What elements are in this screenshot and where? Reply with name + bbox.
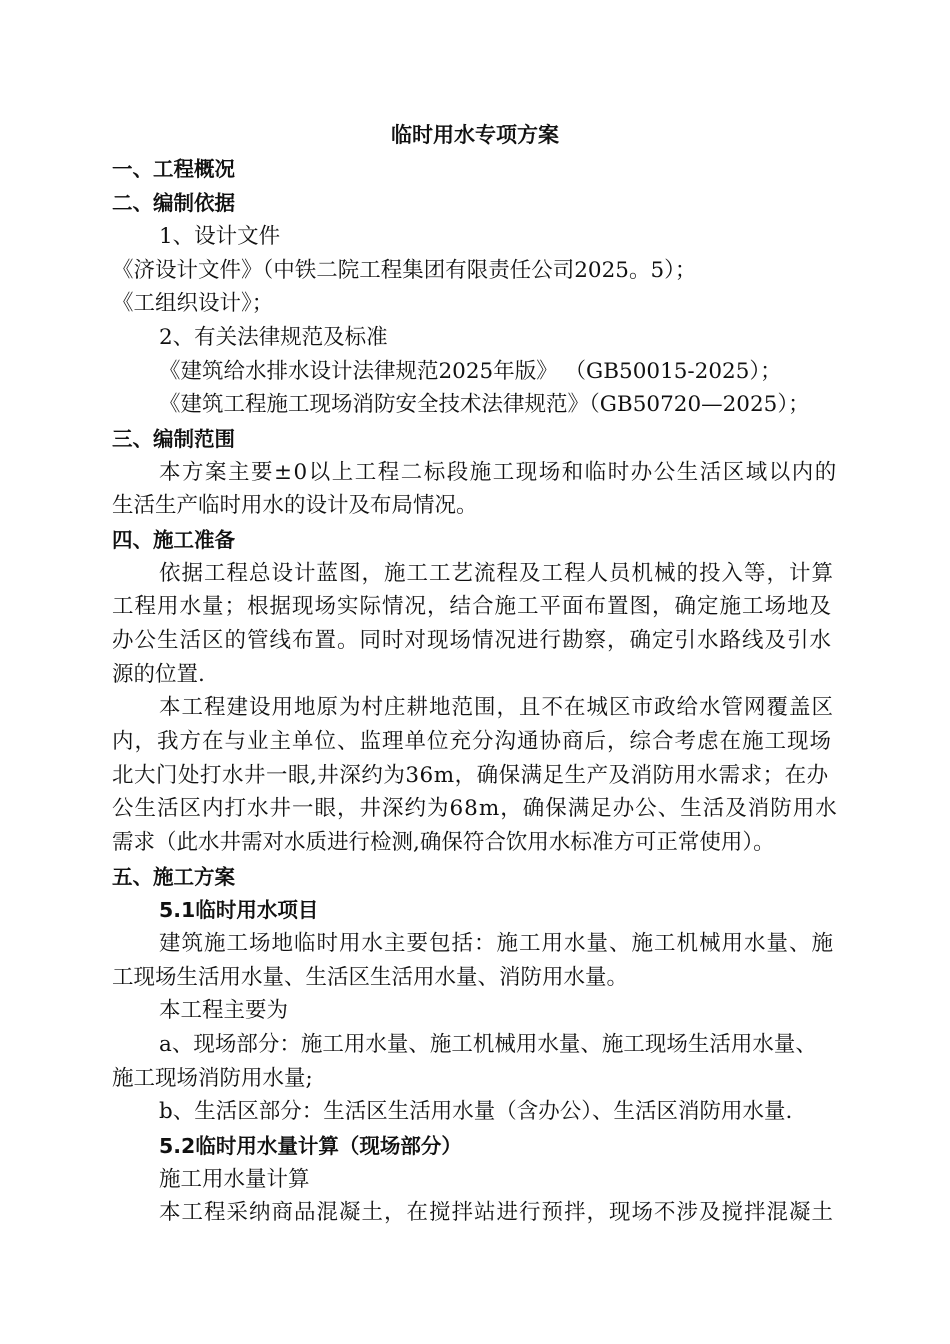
paragraph-line: 工程用水量；根据现场实际情况，结合施工平面布置图，确定施工场地及 bbox=[112, 594, 833, 619]
heading-basis: 二、编制依据 bbox=[112, 191, 235, 215]
subheading-water-items: 5.1临时用水项目 bbox=[159, 898, 319, 922]
paragraph-line: 施工现场消防用水量; bbox=[112, 1066, 313, 1091]
paragraph-line: 建筑施工场地临时用水主要包括：施工用水量、施工机械用水量、施 bbox=[159, 931, 835, 956]
subitem-laws-standards: 2、有关法律规范及标准 bbox=[159, 325, 388, 350]
paragraph-line: 《建筑给水排水设计法律规范2025年版》 （GB50015-2025）； bbox=[159, 359, 782, 384]
paragraph-line: 《建筑工程施工现场消防安全技术法律规范》（GB50720—2025）； bbox=[159, 392, 810, 417]
paragraph-line: 本工程主要为 bbox=[159, 998, 289, 1023]
paragraph-line: b、生活区部分：生活区生活用水量（含办公）、生活区消防用水量. bbox=[159, 1099, 793, 1124]
heading-preparation: 四、施工准备 bbox=[112, 528, 235, 552]
paragraph-line: 生活生产临时用水的设计及布局情况。 bbox=[112, 493, 478, 518]
paragraph-line: 北大门处打水井一眼,井深约为36m，确保满足生产及消防用水需求；在办 bbox=[112, 763, 829, 788]
paragraph-line: 本工程建设用地原为村庄耕地范围，且不在城区市政给水管网覆盖区 bbox=[159, 695, 835, 720]
paragraph-line: 需求（此水井需对水质进行检测,确保符合饮用水标准方可正常使用）。 bbox=[112, 830, 775, 855]
paragraph-line: 公生活区内打水井一眼，井深约为68m，确保满足办公、生活及消防用水 bbox=[112, 796, 838, 821]
paragraph-line: 源的位置. bbox=[112, 662, 205, 687]
paragraph-line: 工现场生活用水量、生活区生活用水量、消防用水量。 bbox=[112, 965, 629, 990]
paragraph-line: 办公生活区的管线布置。同时对现场情况进行勘察，确定引水路线及引水 bbox=[112, 628, 833, 653]
paragraph-line: a、现场部分：施工用水量、施工机械用水量、施工现场生活用水量、 bbox=[159, 1032, 817, 1057]
subitem-design-docs: 1、设计文件 bbox=[159, 224, 281, 249]
subheading-water-calculation: 5.2临时用水量计算（现场部分） bbox=[159, 1134, 462, 1158]
paragraph-line: 内，我方在与业主单位、监理单位充分沟通协商后，综合考虑在施工现场 bbox=[112, 729, 833, 754]
document-title: 临时用水专项方案 bbox=[391, 123, 559, 147]
paragraph-line: 《工组织设计》； bbox=[112, 291, 274, 316]
paragraph-line: 本工程采纳商品混凝土，在搅拌站进行预拌，现场不涉及搅拌混凝土 bbox=[159, 1200, 835, 1225]
paragraph-line: 《济设计文件》（中铁二院工程集团有限责任公司2025。5）； bbox=[112, 258, 697, 283]
paragraph-line: 本方案主要±0以上工程二标段施工现场和临时办公生活区域以内的 bbox=[159, 460, 838, 485]
heading-scope: 三、编制范围 bbox=[112, 427, 235, 451]
paragraph-line: 施工用水量计算 bbox=[159, 1167, 310, 1192]
heading-project-overview: 一、工程概况 bbox=[112, 157, 235, 181]
paragraph-line: 依据工程总设计蓝图，施工工艺流程及工程人员机械的投入等，计算 bbox=[159, 561, 835, 586]
heading-construction-plan: 五、施工方案 bbox=[112, 865, 235, 889]
